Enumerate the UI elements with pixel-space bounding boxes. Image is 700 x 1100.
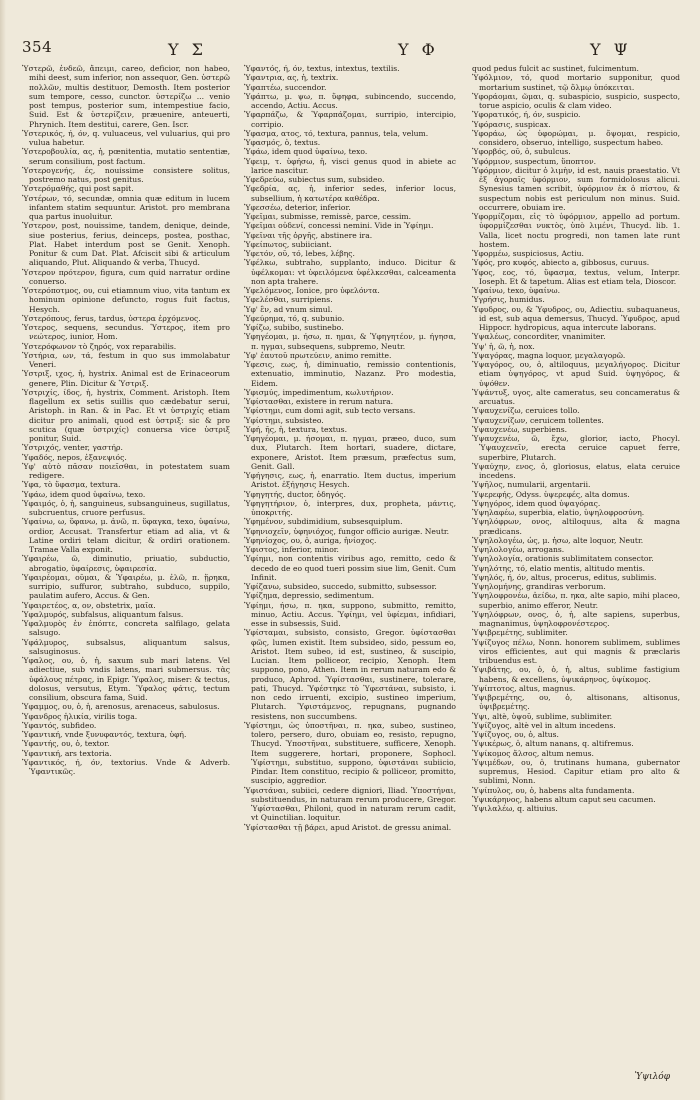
dictionary-entry: Ὑφίζανω, subsideo, succedo, submitto, subsessor. (244, 582, 437, 591)
dictionary-entry: Ὑφίστασθαι, existere in rerum natura. (244, 397, 394, 406)
dictionary-entry: Ὑφορβός, οῦ, ὁ, subulcus. (472, 147, 571, 157)
dictionary-entry: Ὑφαντική, vnde ξυνυφαντός, textura, ὑφή. (22, 730, 187, 739)
dictionary-entry: Ὑστεροβουλία, ας, ἡ, pœnitentia, mutatio sententiæ, serum consilium, post factum. (22, 147, 230, 166)
dictionary-entry: Ὑφίζω, subibo, sustinebo. (244, 323, 344, 332)
dictionary-entry: Ὑφεῖναι τῆς ὀργῆς, abstinere ira. (244, 230, 373, 240)
dictionary-entry: Ὑφορμίζομαι, εἰς τὸ ὑφόρμιον, appello ad portum. ὑφορμίζεσθαι νυκτὸς, ὑπὸ λιμένι, Thucyd. lib. 1. Valla, licet noctu progredi, non tamen late runt hostem. (472, 212, 680, 249)
dictionary-entry: Ὑψιλαλέω, q. altiuius. (472, 804, 558, 813)
dictionary-entry: Ὑψηλολογέω, ὡς, μ. ἡσω, alte loquor, Neutr. (472, 535, 644, 545)
dictionary-entry: Ὑστέρων, τό, secundæ, omnia quæ editum in lucem infantem statim sequuntur. Aristot. pro membrana qua partus inuoluitur. (22, 193, 230, 221)
dictionary-entry: Ὑφιστος, inferior, minor. (244, 545, 339, 554)
dictionary-entry: Ὑφηνιοχεῖν, ὑφηνιόχος, fungor officio aurigæ. Neutr. (244, 526, 450, 536)
dictionary-entry: Ὑφίστημι, ὡς ὑποστῆναι, π. ηκα, subeo, sustineo, tolero, persero, duro, obuiam eo, resisto, repugno, Thucyd. Ὑποστῆναι, substituere, sufficere, Xenoph. Item suggerere, hortari, proponere, Sophocl. Ὑφίστημι, substituo, suppono, ὑφιστάναι subiicio, Pindar. Item constituo, recipio & polliceor, promitto, suscipio, aggredior. (244, 720, 456, 786)
dictionary-entry: Ὑστερῶ, ἐνδεῶ, ἄπειμι, careo, deficior, non habeo, mihi deest, sum inferior, non assequor, Gen. ὑστερῶ πολλῶν, multis destituor, Demosth. Item posterior sum tempore, cesso, cunctor. ὑστερίζω ... venio post tempus, posterior sum, intempestiue facio, Suid. Est & ὑστερίζειν, præuenire, anteuerti, Phrynich. Item destitui, carere, Gen. Iscr. (22, 64, 230, 129)
dictionary-entry: Ὑφαίνω, texo, ὑφαίνω. (472, 286, 561, 295)
page-gutter-shadow (0, 0, 6, 1100)
dictionary-entry: Ὑψιμέδων, ου, ὁ, trutinans humana, gubernator supremus, Hesiod. Capitur etiam pro alto & sublimi, Nonn. (472, 757, 680, 786)
dictionary-entry: Ὑφυδρος, ου, & Ὑφυδρος, ου, Adiectiu. subaquaneus, id est, sub aqua demersus, Thucyd. Ὑφυδρος, apud Hippocr. hydropicus, aqua intercute laborans. (472, 304, 680, 332)
dictionary-entry: Ὑφόρασις, suspicax. (472, 119, 551, 129)
dictionary-entry: Ὑψηλόφρων, ονος, altiloquus, alta & magna prædicans. (472, 517, 680, 536)
dictionary-entry: Ὑφελόμενος, Ionice, pro ὑφελόντα. (244, 286, 380, 295)
dictionary-entry: Ὑψιβρεμέτης, ου, ὁ, altisonans, altisonus, ὑψιβρεμέτης. (472, 693, 680, 712)
dictionary-entry: Ὑψηλαφέω, superbia, elatio, ὑψηλοφροσύνη. (472, 508, 645, 517)
dictionary-entry: Ὑστερόμαθής, qui post sapit. (22, 184, 134, 194)
dictionary-entry: Ὑφηγητήριον, ὁ, interpres, dux, propheta, μάντις, ὑποκριτής. (244, 498, 456, 517)
dictionary-entry: Ὑφήγησις, εως, ἡ, enarratio. Item ductus, imperium Aristot. ἐξήγησις Hesych. (244, 471, 456, 490)
dictionary-entry: Ὑψίπτοτος, altus, magnus. (472, 683, 576, 693)
dictionary-entry: Ὑφηγέομαι, μ. ήσομαι, π. ηγμαι, præeo, duco, sum dux, Plutarch. Item hortari, suadere, dictare, exponere, Aristot. Item præsum, præfectus sum, Genit. Gall. (244, 434, 456, 471)
dictionary-entry: Ὑφασμα, ατος, τό, textura, pannus, tela, velum. (244, 128, 429, 138)
running-head-right: Υ Ψ (590, 40, 632, 59)
dictionary-entry: Ὑφεύρημα, τό, q. subunio. (244, 313, 345, 323)
dictionary-entry: Ὑφή, ῆς, ἡ, textura, textus. (244, 424, 347, 434)
dictionary-entry: Ὑφοράομαι, ῶμαι, q. subaspicio, suspicio, suspecto, torue aspicio, oculis & clam video. (472, 91, 680, 110)
dictionary-entry: Ὑφεσις, εως, ἡ, diminuatio, remissio contentionis, extenuatio, imminutio, Nazanz. Pro modestia, Eidem. (244, 360, 456, 388)
dictionary-entry: Ὑφορμέω, suspiciosus, Actiu. (472, 249, 584, 258)
dictionary-entry: Ὑψικάρηνος, habens altum caput seu cacumen. (472, 794, 656, 804)
dictionary-entry: Ὑψηλοφρονέω, ἀείδω, π. ηκα, alte sapio, mihi placeo, superbio, animo efferor, Neutr. (472, 591, 680, 610)
dictionary-entry: Ὑφείπωτος, subiiciant. (244, 239, 332, 249)
dictionary-entry: Ὑψηλολογέω, arrogans. (472, 545, 565, 554)
dictionary-entry: Ὑψηλολογία, orationis sublimitatem consector. (472, 554, 654, 564)
dictionary-entry: Ὑψιβρεμέτης, sublimiter. (472, 628, 568, 638)
dictionary-entry: Ὑφόλμιον, τό, quod mortario supponitur, quod mortarium sustinet, τῷ ὅλμῳ ὑπόκειται. (472, 73, 680, 92)
dictionary-entry: Ὑστήρια, ων, τά, festum in quo sus immolabatur Veneri. (22, 350, 230, 369)
dictionary-entry: Ὑστερον, post, nouissime, tandem, denique, deinde, siue posterius, ferius, deinceps, postea, posthac, Plat. Habet interdum post se Genit. Xenoph. Ponitur & cum Dat. Plat. Afciscit sibi & articulum aliquando, Plut. Aliquando & verba, Thucyd. (22, 221, 230, 268)
dictionary-entry: Ὑφεσσέω, deterior, inferior. (244, 202, 351, 212)
dictionary-entry: Ὑστερόπους, ferus, tardus, ὑστερα ἐρχόμενος. (22, 313, 201, 323)
dictionary-entry: Ὑψίπυλος, ου, ὁ, habens alta fundamenta. (472, 785, 635, 795)
dictionary-entry: Ὑφεδρία, ας, ἡ, inferior sedes, inferior locus, subsellium, ἡ κατωτέρα καθέδρα. (244, 184, 456, 203)
dictionary-entry: Ὑφαπτέω, succendor. (244, 82, 327, 92)
dictionary-entry: Ὑστριχίς, ίδος, ἡ, hystrix, Comment. Aristoph. Item flagellum ex setis suillis quo cædebatur serui, Aristoph. in Ran. & in Pac. Et vt ὑστριχίς etiam dicitur pro animali, quod est ὑστριξ: sic & pro scutica (quæ ὑστριχίς) conuersa vice ὑστριξ ponitur, Suid. (22, 387, 230, 443)
column-center (244, 64, 456, 1084)
dictionary-entry: Ὑφεῖμαι, submisse, remissè, parce, cessim. (244, 212, 411, 221)
dictionary-entry: Ὑφαντικός, ή, όν, textorius. Vnde & Adverb. Ὑφαντικῶς. (22, 757, 230, 776)
dictionary-entry: Ὑψίζυγος, altè vel in altum incedens. (472, 720, 616, 730)
dictionary-entry: Ὑφίημι, non contentis viribus ago, remitto, cedo & decedo de eo quod tueri possim siue lim, Genit. Cum Infinit. (244, 554, 456, 582)
dictionary-entry: Ὑφαντική, ars textoria. (22, 748, 112, 758)
dictionary-entry: Ὑψαυχενέω, ῶ, ἔχω, glorior, iacto, Phocyl. Ὑψαυχενεῖν, erecta ceruice capuet ferre, superbire, Plutarch. (472, 434, 680, 462)
dictionary-entry: Ὑφίστημι, cum domi agit, sub tecto versans. (244, 406, 416, 416)
dictionary-entry: Ὑφαντρια, ας, ἡ, textrix. (244, 73, 339, 83)
dictionary-entry: Ὑφαιρέομαι, οῦμαι, & Ὑφαιρέω, μ. ἑλῶ, π. ᾕρηκα, surripio, suffuror, subtraho, subduco, suppilo, paulatim aufero, Accus. & Gen. (22, 572, 230, 601)
dictionary-entry: Ὑψιβάτης, ου, ὁ, ὀ, ἡ, altus, sublime fastigium habens, & excellens, ὑψικάρηνος, ὑψίκομος. (472, 665, 680, 684)
dictionary-entry: Ὑψηλόφρων, ονος, ὁ, ἡ, alte sapiens, superbus, magnanimus, ὑψηλοφρονέστερος. (472, 609, 680, 628)
dictionary-entry: Ὑφισμύς, impedimentum, κωλυτήριον. (244, 387, 394, 397)
dictionary-entry: Ὑφειμ, τ. ὑφήσω, ἡ, visci genus quod in abiete ac larice nascitur. (244, 156, 456, 175)
dictionary-entry: Ὑψαγόρας, magna loquor, μεγαλαγορῶ. (472, 350, 626, 360)
dictionary-entry: Ὑφάλμυρος, subsalsus, aliquantum salsus, salsuginosus. (22, 637, 230, 656)
dictionary-entry: Ὑφαιρέω, ῶ, diminutio, priuatio, subductio, abrogatio, ὑφαίρεσις, ὑφαιρεσία. (22, 554, 230, 573)
dictionary-entry: Ὑφαλμυρός, subfalsus, aliquantum falsus. (22, 609, 184, 619)
page-number: 354 (22, 38, 53, 56)
dictionary-entry: Ὑφηγητής, ductor, ὁδηγός. (244, 489, 346, 499)
dictionary-columns (22, 64, 680, 1084)
dictionary-entry: Ὑφαντός, subfideo. (22, 720, 97, 730)
dictionary-entry: Ὑφάω, idem quod ὑφαίνω, texo. (22, 489, 146, 499)
dictionary-entry: Ὑφετόν, οῦ, τό, lebes, λέβης. (244, 249, 355, 258)
dictionary-entry: Ὑψικέρως, ὁ, altum nanans, q. altifremus. (472, 739, 634, 749)
dictionary-entry: Ὑψηλότης, τό, elatio mentis, altitudo mentis. (472, 563, 646, 573)
dictionary-entry: Ὑφ' ἑαυτοῦ πρωτεύειν, animo remitte. (244, 350, 392, 360)
dictionary-entry: Ὑφιστάναι, subiici, cedere digniori, Iliad. Ὑποστήναι, substituendus, in naturam rerum producere, Gregor. Ὑφίστασθαι, Philoni, quod in naturam rerum cadit, vt Quinctilian. loquitur. (244, 785, 456, 823)
dictionary-entry: Ὑφα, τὸ ὕφασμα, textura. (22, 480, 121, 490)
dictionary-entry: Ὑφαντής, ου, ὁ, textor. (22, 739, 110, 749)
dictionary-entry: Ὑφέλκω, subtraho, supplanto, induco. Dicitur & ὑφέλκομαι: vt ὑφειλόμενα ὑφέλκεσθαι, calceamenta non apta trahere. (244, 258, 456, 286)
dictionary-entry: Ὑψαυχενίζων, ceruicem tollentes. (472, 415, 604, 425)
dictionary-entry: Ὑφίστασθαι τῇ βάρει, apud Aristot. de gressu animal. (244, 822, 452, 832)
dictionary-entry: Ὑφαίνω, ω, ὕφανω, μ. ἀνῶ, π. ὕφαγκα, texo, ὑφαίνω, ordior, Accusat. Transfertur etiam ad alia, vt & Latine ordiri telam dicitur, & ordiri orationem. Tramae Valla exponit. (22, 517, 230, 554)
dictionary-entry: Ὑφόρμιον, suspectum, ὕποπτον. (472, 156, 596, 166)
dictionary-entry: Ὑψαυχενέω, superbiens. (472, 424, 568, 434)
dictionary-entry: Ὑφος, εος, τό, ὕφασμα, textus, velum, Interpr. Ioseph. Et & tapetum. Alias est etiam tela, Dioscor. (472, 267, 680, 286)
dictionary-entry: Ὑφεῖμαι οὐδενί, concessi nemini. Vide in Ὑφίημι. (244, 221, 434, 231)
dictionary-entry: Ὑφαλος, ου, ὁ, ἡ, saxum sub mari latens. Vel adiectiue, sub vndis latens, mari submersus. τὰς ὑφάλους πέτρας, in Epigr. Ὑφαλος, miser: & tectus, dolosus, versutus, Etym. Ὑφαλος φάτις, tectum consilium, obscura fama, Suid. (22, 656, 230, 702)
dictionary-entry: Ὑστερογενής, ές, nouissime consistere solitus, postremo natus, post genitus. (22, 165, 230, 184)
dictionary-entry: Ὑψ' ἡ, ῶ, ἡ, nox. (472, 341, 535, 351)
dictionary-entry: Ὑστριχός, venter, γαστήρ. (22, 443, 123, 453)
dictionary-entry: Ὑφαντός, ή, όν, textus, intextus, textilis. (244, 64, 400, 73)
dictionary-entry: Ὑφηγέομαι, μ. ήσω, π. ημαι, & Ὑφηγητέον, μ. ήγησα, π. ηγμαι, subsequens, subpremo, Neutr. (244, 332, 456, 351)
dictionary-entry: Ὑφαρπάζω, & Ὑφαρπάζομαι, surripio, intercipio, corripio. (244, 110, 456, 129)
dictionary-entry: Ὑφαιρετέος, α, ον, obstetrix, μαῖα. (22, 600, 156, 610)
dictionary-entry: Ὑψερεφής, Odyss. ὑψερεφές, alta domus. (472, 489, 630, 499)
dictionary-entry: Ὑφαμμος, ου, ὁ, ἡ, arenosus, arenaceus, sabulosus. (22, 702, 220, 712)
dictionary-entry: Ὑφ' αὑτὸ πᾶσαν ποιεῖσθαι, in potestatem suam redigere. (22, 461, 230, 480)
dictionary-entry: Ὑφίζημα, depressio, sedimentum. (244, 591, 375, 601)
dictionary-entry: Ὑφανδρος ἡλικία, virilis toga. (22, 711, 138, 721)
dictionary-entry: Ὑφαδός, nepos, ἐξανεψιός. (22, 452, 127, 462)
dictionary-entry: Ὑστερόφωνον τὸ ζηρός, vox reparabilis. (22, 341, 177, 351)
dictionary-entry: Ὑψηλός, ή, όν, altus, procerus, editus, sublimis. (472, 572, 657, 582)
dictionary-entry: quod pedus fulcit ac sustinet, fulcimentum. (472, 64, 639, 73)
dictionary-entry: Ὑψι, altè, ὑψοῦ, sublime, sublimiter. (472, 711, 613, 721)
dictionary-entry: Ὑψάντυξ, υγος, alte cameratus, seu concameratus & arcuatus. (472, 387, 680, 406)
dictionary-entry: Ὑστερον πρότερον, figura, cum quid narratur ordine conuerso. (22, 267, 230, 286)
dictionary-entry: Ὑφαλμυρὸς ἐν ἐπόπτε, concreta salfilago, gelata salsugo. (22, 619, 230, 638)
dictionary-entry: Ὑψῆλος, numularii, argentarii. (472, 480, 591, 490)
dictionary-entry: Ὑψίκομος ἄλσος, altum nemus. (472, 748, 594, 758)
dictionary-entry: Ὑφίστημι, subsisteo. (244, 415, 324, 425)
dictionary-entry: Ὑστερικός, ή, όν, q. vuluaceus, vel vuluarius, qui pro vulua habetur. (22, 128, 230, 147)
dictionary-entry: Ὑφός, pro κυφός, abiecto a, gibbosus, curuus. (472, 258, 650, 268)
dictionary-entry: Ὑφ' ἓν, ad vnum simul. (244, 304, 333, 314)
dictionary-entry: Ὑστερόποτμος, ου, cui etiamnum viuo, vita tantum ex hominum opinione defuncto, rogus fuit factus, Hesych. (22, 286, 230, 314)
dictionary-entry: Ὑψίζυγος, ου, ὁ, altus. (472, 730, 559, 739)
dictionary-entry: Ὑφάπτω, μ. ψω, π. ὕφηφα, subincendo, succendo, accendo, Actiu. Accus. (244, 91, 456, 110)
dictionary-entry: Ὑψαγόρος, ου, ὁ, altiloquus, μεγαλήγορος. Dicitur etiam ὑψηγόρος, vt apud Suid. ὑψηγόρος, & ὑψόθεν. (472, 360, 680, 388)
dictionary-entry: Ὑφεδρεύω, subiectus sum, subsideo. (244, 175, 385, 184)
dictionary-entry: Ὑψηλομήνης, grandiras verborum. (472, 582, 606, 591)
dictionary-entry: Ὑφημένον, subdimidium, subsesquiplum. (244, 517, 403, 527)
dictionary-entry: Ὑστριξ, ιχος, ἡ, hystrix. Animal est de Erinaceorum genere, Plin. Dicitur & Ὑστριξ. (22, 369, 230, 388)
dictionary-entry: Ὑφαιμός, ὁ, ἡ, sanguineus, subsanguineus, sugillatus, subcruentus, cruore perfusus. (22, 498, 230, 517)
running-head-center: Υ Φ (398, 40, 439, 59)
running-head-left: Υ Σ (168, 40, 207, 59)
column-left (22, 64, 230, 1084)
dictionary-entry: Ὑφάω, idem quod ὑφαίνω, texo. (244, 147, 368, 157)
dictionary-entry: Ὑστερος, sequens, secundus. Ὑστερος, item pro νεώτερος, iunior, Hom. (22, 323, 230, 342)
dictionary-entry: Ὑφηνίοχος, ου, ὁ, auriga, ἡνίοχος. (244, 535, 377, 545)
dictionary-entry: Ὑφίημι, ήσω, π. ηκα, suppono, submitto, remitto, minuo, Actiu. Accus. Ὑφίημι, vel ὑφίεμαι, infidiari, esse in subsessis, Suid. (244, 600, 456, 628)
dictionary-entry: Ὑφασμός, ὁ, textus. (244, 138, 321, 147)
dictionary-entry: Ὑφορατικός, ή, όν, suspicio. (472, 110, 581, 120)
column-right (472, 64, 680, 1084)
dictionary-entry: Ὑψίζυγος πέλω, Nonn. honorem sublimem, sublimes viros efficientes, aut qui magnis & præclaris tribuendus est. (472, 637, 680, 665)
catchword: Ὑψιλόφ (634, 1072, 670, 1082)
dictionary-entry: Ὑψαλέως, concorditer, vnanimiter. (472, 332, 606, 342)
dictionary-entry: Ὑψηγόρος, idem quod ὑψαγόρας. (472, 498, 601, 508)
dictionary-entry: Ὑψαυχενίζω, ceruices tollo. (472, 406, 580, 416)
dictionary-entry: Ὑφίσταμαι, subsisto, consisto, Gregor. ὑφίστασθαι φῶς, lumen existit. Item subsideo, sido, pessum eo, Aristot. Item subeo, id est, sustineo, & suscipio, Lucian. Item polliceor, recipio, Xenoph. Item suppono, pono, Athen. Item in rerum naturam edo & produco, Aphrod. Ὑφίστασθαι, sustinere, tolerare, pati, Thucyd. Ὑφέστηκε τὸ Ὑφεστάναι, subsisto, i. non cedo irruenti, excipio, sustineo imperium, Plutarch. Ὑφιστάμενος, repugnans, pugnando resistens, non succumbens. (244, 628, 456, 721)
dictionary-entry: Ὑφόρμιον, dicitur ὁ λιμὴν, id est, nauis praestatio. Vt ἐξ ἀγοραῖς ὑφόρμιον, sum formidolosus alicui. Synesius tamen scribit, ὑφόρμιον ἐκ ὁ πίστου, & suspectum nobis est periculum non minus. Suid. occurrere, obuiam ire. (472, 165, 680, 212)
dictionary-entry: Ὑφοράω, ὡς ὑφορώμαι, μ. ὄψομαι, respicio, considero, obseruo, intelligo, suspectum habeo. (472, 128, 680, 147)
dictionary-entry: Ὑγρήσις, humidus. (472, 295, 545, 305)
dictionary-entry: Ὑψαύχην, ενος, ὁ, gloriosus, elatus, elata ceruice incedens. (472, 461, 680, 480)
dictionary-entry: Ὑφελέσθαι, surripiens. (244, 295, 333, 305)
